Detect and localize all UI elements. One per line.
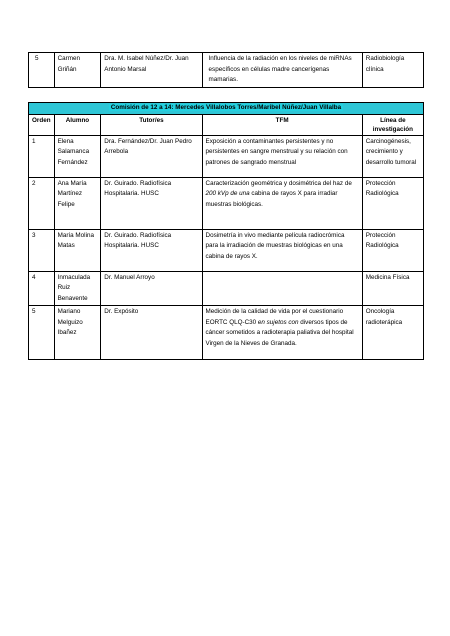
tfm-cell: Caracterización geométrica y dosimétrica del haz de 200 kVp de una cabina de rayos X para irradiar muestras biológicas.	[202, 177, 362, 229]
alumno-cell: Inmaculada Ruiz Benavente	[54, 271, 101, 306]
orden-cell: 3	[29, 229, 55, 271]
tutor-cell: Dr. Manuel Arroyo	[101, 271, 202, 306]
table-row	[29, 135, 424, 177]
header-tutor: Tutor/es	[101, 114, 202, 135]
linea-cell: Radiobiología clínica	[362, 53, 423, 88]
tfm-cell: Influencia de la radiación en los niveles de miRNAs específicos en células madre cancerígenas mamarias.	[202, 53, 362, 88]
tutor-cell: Dr. Expósito	[101, 306, 202, 360]
header-tfm: TFM	[202, 114, 362, 135]
alumno-cell: Elena Salamanca Fernández	[54, 135, 101, 177]
alumno-cell: Carmen Griñán	[54, 53, 101, 88]
linea-cell: Protección Radiológica	[362, 177, 423, 229]
table-row	[29, 271, 424, 306]
table-row	[29, 53, 424, 88]
linea-cell: Medicina Física	[362, 271, 423, 306]
alumno-cell: Mariano Melguizo Ibañez	[54, 306, 101, 360]
orden-cell: 1	[29, 135, 55, 177]
orden-cell: 4	[29, 271, 55, 306]
commission-table	[28, 102, 424, 360]
orden-cell: 5	[29, 306, 55, 360]
header-alumno: Alumno	[54, 114, 101, 135]
tutor-cell: Dra. M. Isabel Núñez/Dr. Juan Antonio Marsal	[101, 53, 202, 88]
alumno-cell: Ana María Martínez Felipe	[54, 177, 101, 229]
tfm-cell: Medición de la calidad de vida por el cuestionario EORTC QLQ-C30 en sujetos con diversos tipos de cáncer sometidos a radioterapia paliativa del hospital Virgen de la Nieves de Granada.	[202, 306, 362, 360]
commission-title: Comisión de 12 a 14: Mercedes Villalobos Torres/Maribel Núñez/Juan Villalba	[29, 103, 424, 115]
tfm-cell: Exposición a contaminantes persistentes y no persistentes en sangre menstrual y su relación con patrones de sangrado menstrual	[202, 135, 362, 177]
linea-cell: Carcinogénesis, crecimiento y desarrollo tumoral	[362, 135, 423, 177]
alumno-cell: María Molina Matas	[54, 229, 101, 271]
linea-cell: Protección Radiológica	[362, 229, 423, 271]
table-row	[29, 306, 424, 360]
previous-commission-table	[28, 52, 424, 88]
tfm-cell: Dosimetría in vivo mediante película radiocrómica para la irradiación de muestras biológicas en una cabina de rayos X.	[202, 229, 362, 271]
tutor-cell: Dra. Fernández/Dr. Juan Pedro Arrebola	[101, 135, 202, 177]
tfm-cell	[202, 271, 362, 306]
commission-header-row	[29, 103, 424, 115]
column-header-row	[29, 114, 424, 135]
table-row	[29, 177, 424, 229]
linea-cell: Oncología radioterápica	[362, 306, 423, 360]
orden-cell: 5	[29, 53, 55, 88]
tutor-cell: Dr. Guirado. Radiofísica Hospitalaria. HUSC	[101, 229, 202, 271]
tutor-cell: Dr. Guirado. Radiofísica Hospitalaria. HUSC	[101, 177, 202, 229]
table-row	[29, 229, 424, 271]
header-linea: Línea de investigación	[362, 114, 423, 135]
orden-cell: 2	[29, 177, 55, 229]
header-orden: Orden	[29, 114, 55, 135]
